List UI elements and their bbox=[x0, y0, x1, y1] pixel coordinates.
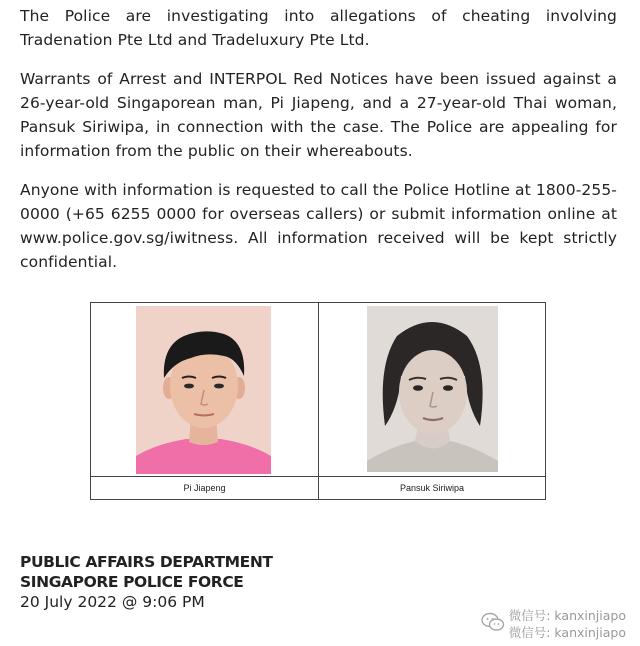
wechat-icon bbox=[481, 611, 505, 633]
department-name: PUBLIC AFFAIRS DEPARTMENT bbox=[20, 553, 273, 571]
suspect-cell-left bbox=[91, 303, 319, 499]
release-date: 20 July 2022 @ 9:06 PM bbox=[20, 593, 205, 611]
suspect-caption-right: Pansuk Siriwipa bbox=[319, 476, 545, 499]
watermark-line-2: 微信号: kanxinjiapo bbox=[508, 625, 626, 640]
suspect-photo-table bbox=[90, 302, 546, 500]
suspect-photo-pi-jiapeng bbox=[136, 306, 271, 474]
suspect-caption-left: Pi Jiapeng bbox=[91, 476, 318, 499]
paragraph-investigation: The Police are investigating into allegations of cheating involving Tradenation Pte Ltd and Tradeluxury Pte Ltd. bbox=[20, 7, 617, 49]
suspect-photo-pansuk-siriwipa bbox=[367, 306, 498, 472]
suspect-cell-right bbox=[319, 303, 545, 499]
press-release-footer bbox=[20, 552, 273, 612]
paragraph-hotline: Anyone with information is requested to call the Police Hotline at 1800-255-0000 (+65 6255 0000 for overseas callers) or submit information online at www.police.gov.sg/iwitness. All information received will be kept strictly confidential. bbox=[20, 181, 617, 271]
watermark-line-1: 微信号: kanxinjiapo bbox=[508, 608, 626, 623]
paragraph-warrants: Warrants of Arrest and INTERPOL Red Notices have been issued against a 26-year-old Singaporean man, Pi Jiapeng, and a 27-year-old Thai woman, Pansuk Siriwipa, in connection with the case. The Police are appealing for information from the public on their whereabouts. bbox=[20, 70, 617, 160]
wechat-watermark bbox=[509, 607, 626, 641]
force-name: SINGAPORE POLICE FORCE bbox=[20, 573, 244, 591]
